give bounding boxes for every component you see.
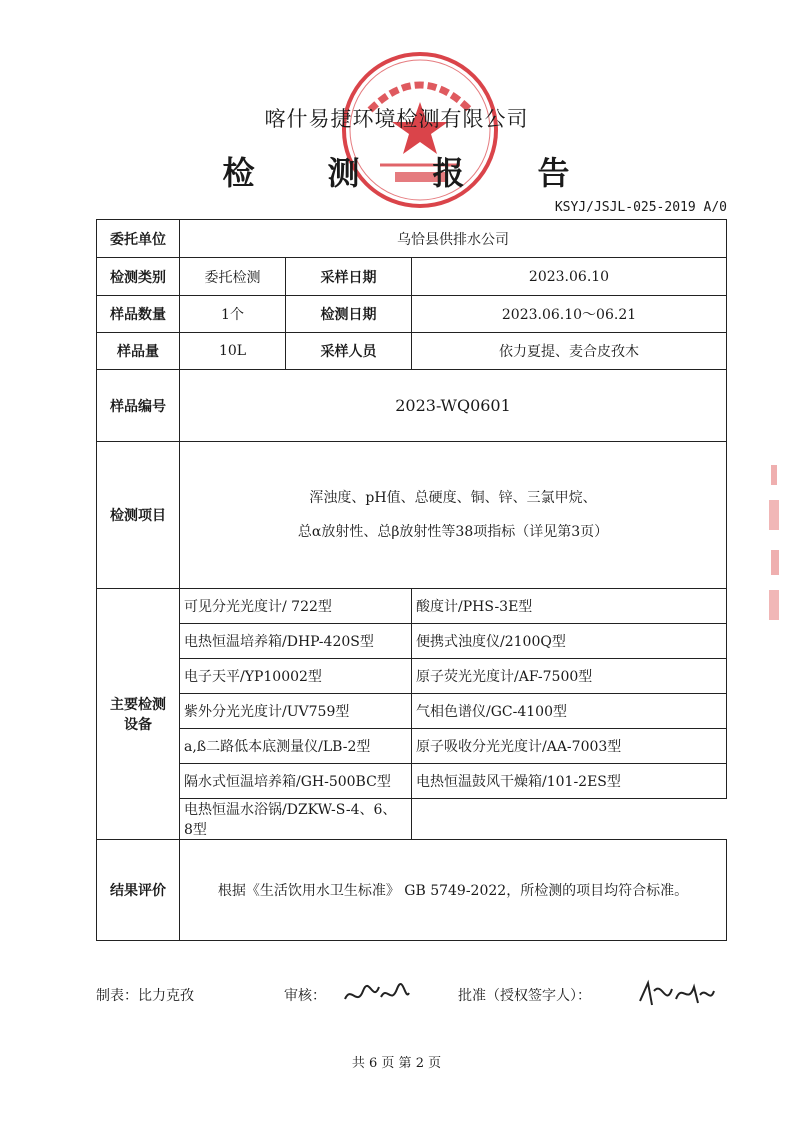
page-number: 共 6 页 第 2 页 <box>351 1056 442 1071</box>
row-type <box>97 258 727 296</box>
row-items <box>97 442 727 589</box>
equipment-item: 可见分光光度计/ 722型 <box>180 589 412 624</box>
report-table <box>96 219 727 941</box>
equipment-row <box>97 589 727 624</box>
result-label: 结果评价 <box>97 840 180 941</box>
sampling-date-value: 2023.06.10 <box>412 258 727 296</box>
test-date-value: 2023.06.10～06.21 <box>412 296 727 333</box>
row-client <box>97 220 727 258</box>
equipment-item: 电热恒温鼓风干燥箱/101-2ES型 <box>412 764 727 799</box>
test-date-label: 检测日期 <box>286 296 412 333</box>
sample-id-label: 样品编号 <box>97 370 180 442</box>
equipment-item: 电热恒温培养箱/DHP-420S型 <box>180 624 412 659</box>
type-label: 检测类别 <box>97 258 180 296</box>
title-char-2: 测 <box>327 154 361 192</box>
sample-amount-value: 10L <box>180 333 286 370</box>
equipment-row <box>97 764 727 799</box>
sampler-label: 采样人员 <box>286 333 412 370</box>
sample-count-value: 1个 <box>180 296 286 333</box>
equipment-item: 隔水式恒温培养箱/GH-500BC型 <box>180 764 412 799</box>
sample-count-label: 样品数量 <box>97 296 180 333</box>
equipment-item: 紫外分光光度计/UV759型 <box>180 694 412 729</box>
equipment-item: 气相色谱仪/GC-4100型 <box>412 694 727 729</box>
items-line-1: 浑浊度、pH值、总硬度、铜、锌、三氯甲烷、 <box>309 490 597 506</box>
approver-signature-icon <box>636 977 716 1011</box>
equipment-item: 原子荧光光度计/AF-7500型 <box>412 659 727 694</box>
client-value: 乌恰县供排水公司 <box>180 220 727 258</box>
equipment-row <box>97 799 727 840</box>
equipment-item: a,ß二路低本底测量仪/LB-2型 <box>180 729 412 764</box>
equipment-item: 电子天平/YP10002型 <box>180 659 412 694</box>
title-char-3: 报 <box>432 154 466 192</box>
report-title <box>0 148 793 194</box>
equipment-label <box>97 589 180 840</box>
title-char-4: 告 <box>537 154 571 192</box>
row-sample-id <box>97 370 727 442</box>
items-value <box>180 442 727 589</box>
sample-amount-label: 样品量 <box>97 333 180 370</box>
title-char-1: 检 <box>222 154 256 192</box>
equipment-row <box>97 694 727 729</box>
row-count <box>97 296 727 333</box>
maker-label: 制表：比力克孜 <box>96 988 194 1004</box>
client-label: 委托单位 <box>97 220 180 258</box>
equipment-item: 原子吸收分光光度计/AA-7003型 <box>412 729 727 764</box>
seal-edge-fragment <box>763 460 785 630</box>
equipment-item: 电热恒温水浴锅/DZKW-S-4、6、8型 <box>180 799 412 840</box>
equipment-item-empty <box>412 799 727 840</box>
equipment-label-line-2: 设备 <box>124 717 152 733</box>
equipment-row <box>97 729 727 764</box>
company-name: 喀什易捷环境检测有限公司 <box>264 107 529 131</box>
type-value: 委托检测 <box>180 258 286 296</box>
reviewer-label: 审核： <box>284 988 326 1004</box>
result-value: 根据《生活饮用水卫生标准》 GB 5749-2022，所检测的项目均符合标准。 <box>180 840 727 941</box>
equipment-item: 酸度计/PHS-3E型 <box>412 589 727 624</box>
sample-id-value: 2023-WQ0601 <box>180 370 727 442</box>
row-result <box>97 840 727 941</box>
approver-label: 批准（授权签字人）： <box>458 988 591 1004</box>
equipment-item: 便携式浊度仪/2100Q型 <box>412 624 727 659</box>
items-label: 检测项目 <box>97 442 180 589</box>
equipment-label-line-1: 主要检测 <box>110 697 166 713</box>
equipment-row <box>97 659 727 694</box>
row-amount <box>97 333 727 370</box>
sampler-value: 依力夏提、麦合皮孜木 <box>412 333 727 370</box>
equipment-row <box>97 624 727 659</box>
document-code: KSYJ/JSJL-025-2019 A/0 <box>554 200 727 215</box>
reviewer-signature-icon <box>341 977 411 1011</box>
items-line-2: 总α放射性、总β放射性等38项指标（详见第3页） <box>297 524 609 540</box>
sampling-date-label: 采样日期 <box>286 258 412 296</box>
